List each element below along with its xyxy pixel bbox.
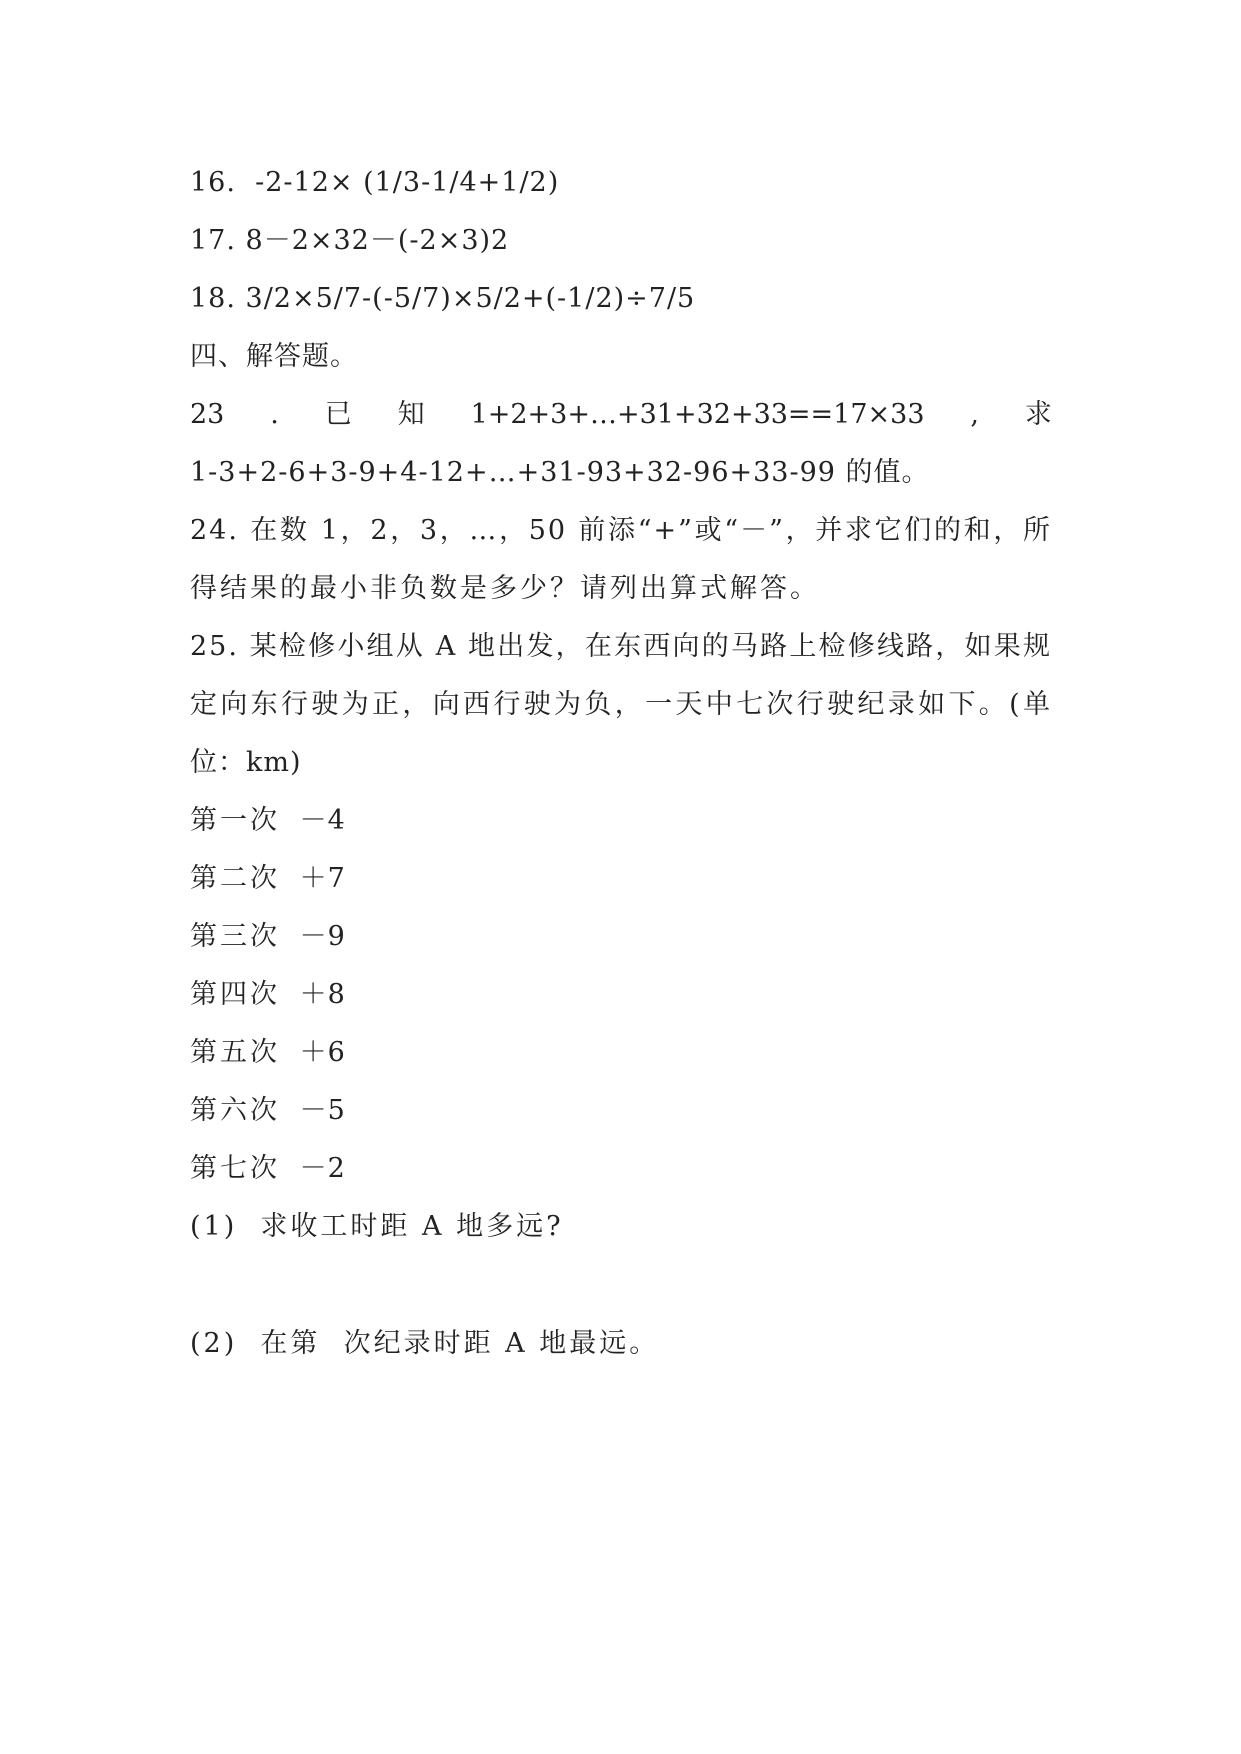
record-label: 第六次	[190, 1095, 280, 1126]
question-23-line-1	[190, 398, 1052, 432]
subquestion-1: (1) 求收工时距 A 地多远?	[190, 1211, 564, 1242]
record-value: －9	[299, 921, 346, 952]
question-23-line-2: 1-3+2-6+3-9+4-12+…+31-93+32-96+33-99 的值。	[190, 457, 930, 488]
record-value: ＋6	[299, 1037, 346, 1068]
record-label: 第四次	[190, 979, 280, 1010]
record-value: －4	[299, 805, 346, 836]
record-row	[190, 978, 346, 1012]
q23-part: 23	[190, 399, 225, 430]
record-row	[190, 1036, 346, 1070]
question-24-line-2: 得结果的最小非负数是多少？请列出算式解答。	[190, 573, 820, 604]
q23-part: ,	[970, 399, 980, 430]
record-label: 第五次	[190, 1037, 280, 1068]
subquestion-2: (2) 在第 次纪录时距 A 地最远。	[190, 1328, 660, 1359]
record-label: 第七次	[190, 1153, 280, 1184]
section-heading-answers: 四、解答题。	[190, 341, 358, 372]
question-18: 18. 3/2×5/7-(-5/7)×5/2+(-1/2)÷7/5	[190, 283, 696, 314]
record-row	[190, 862, 346, 896]
question-17: 17. 8－2×32－(-2×3)2	[190, 225, 510, 256]
q23-part: 已	[324, 399, 352, 430]
question-24-line-1: 24. 在数 1，2，3，…，50 前添“+”或“－”，并求它们的和，所	[190, 515, 1052, 546]
record-label: 第三次	[190, 921, 280, 952]
record-label: 第二次	[190, 863, 280, 894]
record-value: －2	[299, 1153, 346, 1184]
record-row	[190, 804, 346, 838]
q23-part: 1+2+3+…+31+32+33==17×33	[470, 399, 925, 430]
question-25-line-1: 25. 某检修小组从 A 地出发，在东西向的马路上检修线路，如果规	[190, 631, 1052, 662]
record-row	[190, 1152, 346, 1186]
record-row	[190, 1094, 346, 1128]
record-value: ＋7	[299, 863, 346, 894]
question-25-line-3: 位：km)	[190, 747, 302, 778]
q23-part: 求	[1024, 399, 1052, 430]
record-row	[190, 920, 346, 954]
q23-part: 知	[397, 399, 425, 430]
q23-part: .	[270, 399, 279, 430]
record-value: －5	[299, 1095, 346, 1126]
record-value: ＋8	[299, 979, 346, 1010]
record-label: 第一次	[190, 805, 280, 836]
question-16: 16. -2-12× (1/3-1/4+1/2)	[190, 167, 560, 198]
question-25-line-2: 定向东行驶为正，向西行驶为负，一天中七次行驶纪录如下。(单	[190, 689, 1052, 720]
